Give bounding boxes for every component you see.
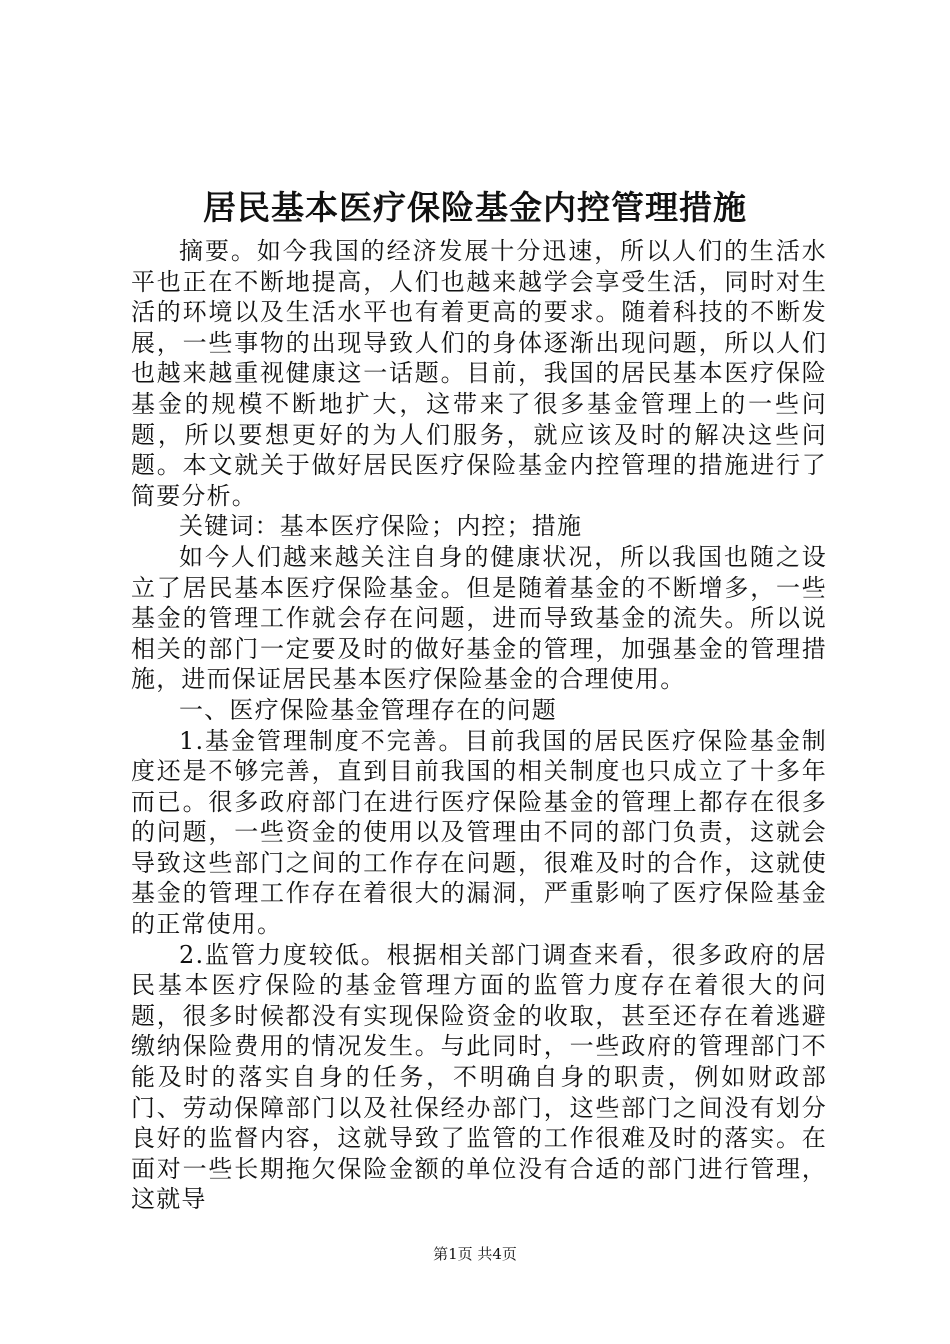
page-footer: 第1页 共4页 bbox=[433, 1245, 517, 1263]
document-title: 居民基本医疗保险基金内控管理措施 bbox=[203, 188, 747, 227]
keywords-paragraph: 关键词：基本医疗保险；内控；措施 bbox=[179, 512, 583, 541]
section-heading: 一、医疗保险基金管理存在的问题 bbox=[179, 695, 557, 724]
intro-paragraph: 如今人们越来越关注自身的健康状况，所以我国也随之设立了居民基本医疗保险基金。但是随着基金的不断增多，一些基金的管理工作就会存在问题，进而导致基金的流失。所以说相关的部门一定要及时的做好基金的管理，加强基金的管理措施，进而保证居民基本医疗保险基金的合理使用。 bbox=[131, 542, 827, 694]
document-body bbox=[131, 236, 827, 1215]
point-1-paragraph: 1.基金管理制度不完善。目前我国的居民医疗保险基金制度还是不够完善，直到目前我国的相关制度也只成立了十多年而已。很多政府部门在进行医疗保险基金的管理上都存在很多的问题，一些资金的使用以及管理由不同的部门负责，这就会导致这些部门之间的工作存在问题，很难及时的合作，这就使基金的管理工作存在着很大的漏洞，严重影响了医疗保险基金的正常使用。 bbox=[131, 726, 827, 939]
point-2-paragraph: 2.监管力度较低。根据相关部门调查来看，很多政府的居民基本医疗保险的基金管理方面的监管力度存在着很大的问题，很多时候都没有实现保险资金的收取，甚至还存在着逃避缴纳保险费用的情况发生。与此同时，一些政府的管理部门不能及时的落实自身的任务，不明确自身的职责，例如财政部门、劳动保障部门以及社保经办部门，这些部门之间没有划分良好的监督内容，这就导致了监管的工作很难及时的落实。在面对一些长期拖欠保险金额的单位没有合适的部门进行管理，这就导 bbox=[131, 940, 827, 1214]
abstract-paragraph: 摘要。如今我国的经济发展十分迅速，所以人们的生活水平也正在不断地提高，人们也越来越学会享受生活，同时对生活的环境以及生活水平也有着更高的要求。随着科技的不断发展，一些事物的出现导致人们的身体逐渐出现问题，所以人们也越来越重视健康这一话题。目前，我国的居民基本医疗保险基金的规模不断地扩大，这带来了很多基金管理上的一些问题，所以要想更好的为人们服务，就应该及时的解决这些问题。本文就关于做好居民医疗保险基金内控管理的措施进行了简要分析。 bbox=[131, 237, 827, 510]
